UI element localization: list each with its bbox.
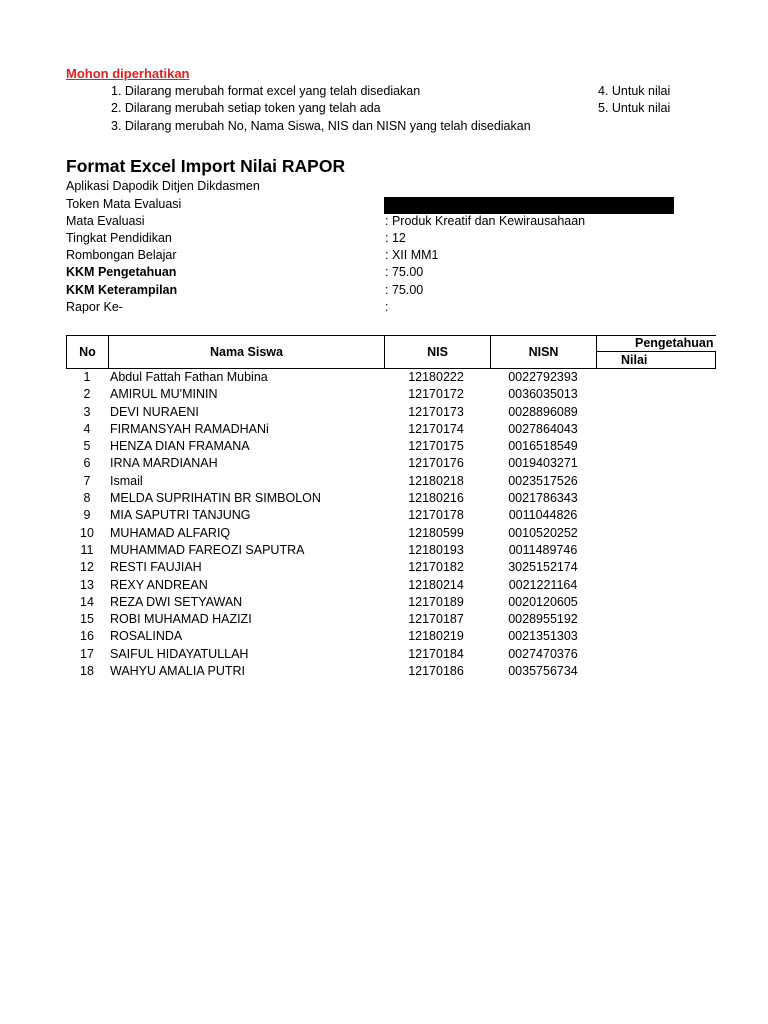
header-nisn: NISN	[490, 335, 597, 369]
cell-name: MUHAMAD ALFARIQ	[110, 525, 231, 540]
cell-no: 7	[83, 473, 91, 488]
header-pengetahuan-group	[596, 335, 714, 369]
table-row	[66, 370, 676, 387]
cell-name: RESTI FAUJIAH	[110, 560, 202, 575]
rule-5: 5. Untuk nilai	[598, 101, 671, 115]
cell-nisn: 0027470376	[508, 646, 578, 661]
document-title: Format Excel Import Nilai RAPOR	[66, 156, 346, 176]
cell-nis: 12170174	[408, 421, 464, 436]
cell-no: 10	[80, 525, 94, 540]
table-row	[66, 508, 676, 525]
cell-name: REZA DWI SETYAWAN	[110, 594, 243, 609]
rule-3: 3. Dilarang merubah No, Nama Siswa, NIS dan NISN yang telah disediakan	[111, 119, 531, 133]
header-name: Nama Siswa	[108, 335, 385, 369]
meta-value-kkm-skill: : 75.00	[385, 283, 424, 297]
cell-name: IRNA MARDIANAH	[110, 456, 218, 471]
meta-value-report-no: :	[385, 300, 389, 314]
table-row	[66, 578, 676, 595]
cell-name: MIA SAPUTRI TANJUNG	[110, 508, 251, 523]
cell-no: 8	[83, 491, 91, 506]
cell-name: WAHYU AMALIA PUTRI	[110, 664, 245, 679]
cell-nis: 12180193	[408, 542, 464, 557]
meta-label-class: Rombongan Belajar	[66, 248, 177, 262]
cell-nisn: 0011489746	[508, 542, 578, 557]
cell-nisn: 0028955192	[508, 612, 578, 627]
table-row	[66, 526, 676, 543]
cell-name: ROSALINDA	[110, 629, 183, 644]
table-row	[66, 543, 676, 560]
table-row	[66, 647, 676, 664]
meta-value-kkm-knowledge: : 75.00	[385, 265, 424, 279]
cell-nis: 12180214	[408, 577, 464, 592]
cell-nis: 12170178	[408, 508, 464, 523]
cell-nis: 12170175	[408, 439, 464, 454]
cell-nis: 12170173	[408, 404, 464, 419]
cell-name: MELDA SUPRIHATIN BR SIMBOLON	[110, 491, 321, 506]
cell-no: 18	[80, 664, 94, 679]
cell-name: FIRMANSYAH RAMADHANi	[110, 421, 269, 436]
cell-name: AMIRUL MU'MININ	[110, 387, 218, 402]
cell-nis: 12180218	[408, 473, 464, 488]
notice-title: Mohon diperhatikan	[66, 66, 190, 81]
rule-4: 4. Untuk nilai	[598, 84, 671, 98]
cell-nisn: 0019403271	[508, 456, 578, 471]
token-redacted-bar	[384, 197, 674, 214]
cell-name: Abdul Fattah Fathan Mubina	[110, 370, 268, 384]
table-row	[66, 439, 676, 456]
cell-nis: 12170189	[408, 594, 464, 609]
table-row	[66, 405, 676, 422]
cell-nisn: 0028896089	[508, 404, 578, 419]
cell-nis: 12180599	[408, 525, 464, 540]
cell-nisn: 0010520252	[508, 525, 578, 540]
meta-label-level: Tingkat Pendidikan	[66, 231, 172, 245]
table-row	[66, 612, 676, 629]
cell-name: HENZA DIAN FRAMANA	[110, 439, 250, 454]
header-nilai: Nilai	[621, 353, 648, 367]
cell-no: 2	[83, 387, 91, 402]
cell-no: 12	[80, 560, 94, 575]
cell-nisn: 0027864043	[508, 421, 578, 436]
rule-2: 2. Dilarang merubah setiap token yang telah ada	[111, 101, 381, 115]
table-row	[66, 474, 676, 491]
cell-name: MUHAMMAD FAREOZI SAPUTRA	[110, 542, 305, 557]
table-row	[66, 664, 676, 681]
cell-name: ROBI MUHAMAD HAZIZI	[110, 612, 252, 627]
cell-name: DEVI NURAENI	[110, 404, 199, 419]
cell-nis: 12170184	[408, 646, 464, 661]
cell-no: 6	[83, 456, 91, 471]
table-row	[66, 491, 676, 508]
cell-name: SAIFUL HIDAYATULLAH	[110, 646, 249, 661]
cell-nisn: 0020120605	[508, 594, 578, 609]
table-row	[66, 560, 676, 577]
meta-label-token: Token Mata Evaluasi	[66, 197, 182, 211]
cell-nis: 12180219	[408, 629, 464, 644]
table-row	[66, 456, 676, 473]
meta-label-app: Aplikasi Dapodik Ditjen Dikdasmen	[66, 179, 260, 193]
cell-nisn: 0035756734	[508, 664, 578, 679]
meta-label-kkm-knowledge: KKM Pengetahuan	[66, 265, 177, 279]
cell-nis: 12170186	[408, 664, 464, 679]
cell-no: 5	[83, 439, 91, 454]
cell-name: REXY ANDREAN	[110, 577, 208, 592]
cell-nisn: 3025152174	[508, 560, 578, 575]
student-table-body	[66, 370, 676, 681]
cell-nisn: 0021786343	[508, 491, 578, 506]
cell-nisn: 0036035013	[508, 387, 578, 402]
meta-label-report-no: Rapor Ke-	[66, 300, 123, 314]
cell-nisn: 0011044826	[508, 508, 578, 523]
cell-no: 16	[80, 629, 94, 644]
table-row	[66, 387, 676, 404]
cell-nisn: 0021351303	[508, 629, 578, 644]
cell-no: 14	[80, 594, 94, 609]
meta-value-class: : XII MM1	[385, 248, 439, 262]
cell-nis: 12170176	[408, 456, 464, 471]
meta-label-subject: Mata Evaluasi	[66, 214, 145, 228]
header-nis: NIS	[384, 335, 491, 369]
rule-1: 1. Dilarang merubah format excel yang telah disediakan	[111, 84, 421, 98]
meta-value-subject: : Produk Kreatif dan Kewirausahaan	[385, 214, 586, 228]
cell-nisn: 0023517526	[508, 473, 578, 488]
cell-no: 13	[80, 577, 94, 592]
cell-nis: 12180216	[408, 491, 464, 506]
cell-no: 4	[83, 421, 91, 436]
cell-nisn: 0021221164	[508, 577, 578, 592]
header-no: No	[66, 335, 109, 369]
cell-nis: 12170182	[408, 560, 464, 575]
cell-nis: 12180222	[408, 370, 464, 384]
meta-label-kkm-skill: KKM Keterampilan	[66, 283, 178, 297]
cell-no: 11	[80, 542, 94, 557]
table-row	[66, 422, 676, 439]
meta-value-level: : 12	[385, 231, 406, 245]
cell-no: 9	[83, 508, 91, 523]
cell-nisn: 0016518549	[508, 439, 578, 454]
cell-no: 1	[83, 370, 91, 384]
cell-name: Ismail	[110, 473, 143, 488]
cell-no: 15	[80, 612, 94, 627]
cell-nisn: 0022792393	[508, 370, 578, 384]
table-row	[66, 629, 676, 646]
cell-no: 17	[80, 646, 94, 661]
header-pengetahuan: Pengetahuan	[635, 336, 714, 350]
cell-nis: 12170172	[408, 387, 464, 402]
cell-nis: 12170187	[408, 612, 464, 627]
table-row	[66, 595, 676, 612]
cell-no: 3	[83, 404, 91, 419]
